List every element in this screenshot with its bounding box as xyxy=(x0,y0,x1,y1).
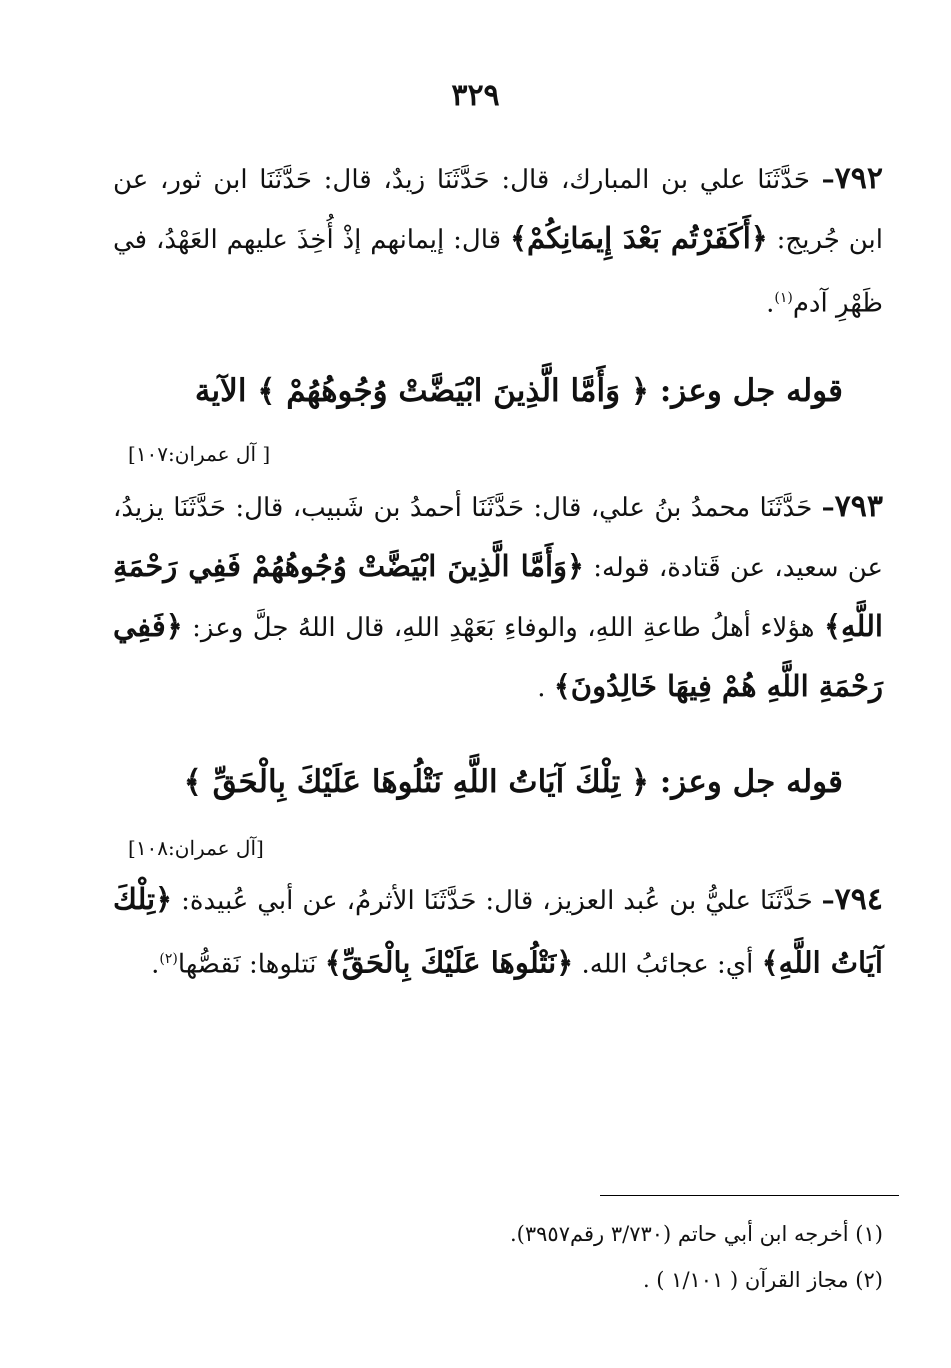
quran-quote: ﴿نَتْلُوهَا عَلَيْكَ بِالْحَقِّ﴾ xyxy=(324,945,574,980)
section-heading-2 xyxy=(123,757,843,807)
quran-quote: ﴿أَكَفَرْتُم بَعْدَ إِيمَانِكُمْ﴾ xyxy=(510,221,768,255)
quran-quote: ﴿تِلْكَ آيَاتُ اللَّهِ﴾ xyxy=(113,882,883,980)
entry-dash: – xyxy=(821,165,835,195)
entry-text: أي: عجائبُ الله. xyxy=(573,949,762,980)
footnote-1: (١) أخرجه ابن أبي حاتم (٣/٧٣٠ رقم٣٩٥٧). xyxy=(510,1222,883,1246)
entry-dash: – xyxy=(821,493,835,523)
footnote-divider xyxy=(600,1195,899,1196)
entry-text: . xyxy=(766,288,775,319)
entry-text: حَدَّثَنَا محمدُ بنُ علي، قال: حَدَّثَنَا أحمدُ بن شَبيب، قال: حَدَّثَنَا يزيدُ، عن سعيد، عن قَتادة، قوله: xyxy=(113,493,884,583)
hadith-entry-792 xyxy=(113,150,883,333)
page-number: ٣٢٩ xyxy=(451,78,500,113)
entry-text: هؤلاء أهلُ طاعةِ اللهِ، والوفاءِ بَعَهْدِ اللهِ، قال اللهُ جلَّ وعز: xyxy=(182,613,824,643)
footnote-2: (٢) مجاز القرآن ( ١/١٠١ ) . xyxy=(642,1268,883,1292)
entry-dash: – xyxy=(821,886,835,916)
entry-text: حَدَّثَنَا عليُّ بن عُبد العزيز، قال: حَدَّثَنَا الأثرمُ، عن أبي عُبيدة: xyxy=(172,886,822,916)
heading-suffix: الآية xyxy=(194,373,258,409)
heading-prefix: قوله جل وعز: xyxy=(649,373,843,409)
entry-number: ٧٩٢ xyxy=(834,161,883,196)
verse-reference-2: [آل عمران:١٠٨] xyxy=(128,836,264,860)
verse-reference-1: [ آل عمران:١٠٧] xyxy=(128,442,271,466)
heading-prefix: قوله جل وعز: xyxy=(649,764,843,800)
hadith-entry-794 xyxy=(113,870,883,994)
footnote-ref[interactable]: (١) xyxy=(774,290,793,306)
heading-verse: ﴿ وَأَمَّا الَّذِينَ ابْيَضَّتْ وُجُوهُهُمْ ﴾ xyxy=(257,373,650,409)
hadith-entry-793 xyxy=(113,478,883,717)
section-heading-1 xyxy=(123,366,843,416)
entry-number: ٧٩٣ xyxy=(834,489,883,524)
heading-verse: ﴿ تِلْكَ آيَاتُ اللَّهِ نَتْلُوهَا عَلَيْكَ بِالْحَقِّ ﴾ xyxy=(183,764,650,800)
entry-text: نَتلوها: نَقصُّها xyxy=(177,949,325,980)
quran-quote: ﴿فَفِي رَحْمَةِ اللَّهِ هُمْ فِيهَا خَالِدُونَ﴾ xyxy=(113,609,883,703)
entry-text: . xyxy=(151,949,160,980)
entry-text: قال: إيمانهم إذْ أُخِذَ عليهم العَهْدُ، في ظَهْرِ آدم xyxy=(113,225,883,319)
entry-text: . xyxy=(537,673,554,703)
footnote-ref[interactable]: (٢) xyxy=(159,951,178,967)
entry-text: حَدَّثَنَا علي بن المبارك، قال: حَدَّثَنَا زيدٌ، قال: حَدَّثَنَا ابن ثور، عن ابن جُريج: xyxy=(113,165,884,255)
entry-number: ٧٩٤ xyxy=(834,882,883,917)
quran-quote: ﴿وَأَمَّا الَّذِينَ ابْيَضَّتْ وُجُوهُهُمْ فَفِي رَحْمَةِ اللَّهِ﴾ xyxy=(113,549,883,643)
